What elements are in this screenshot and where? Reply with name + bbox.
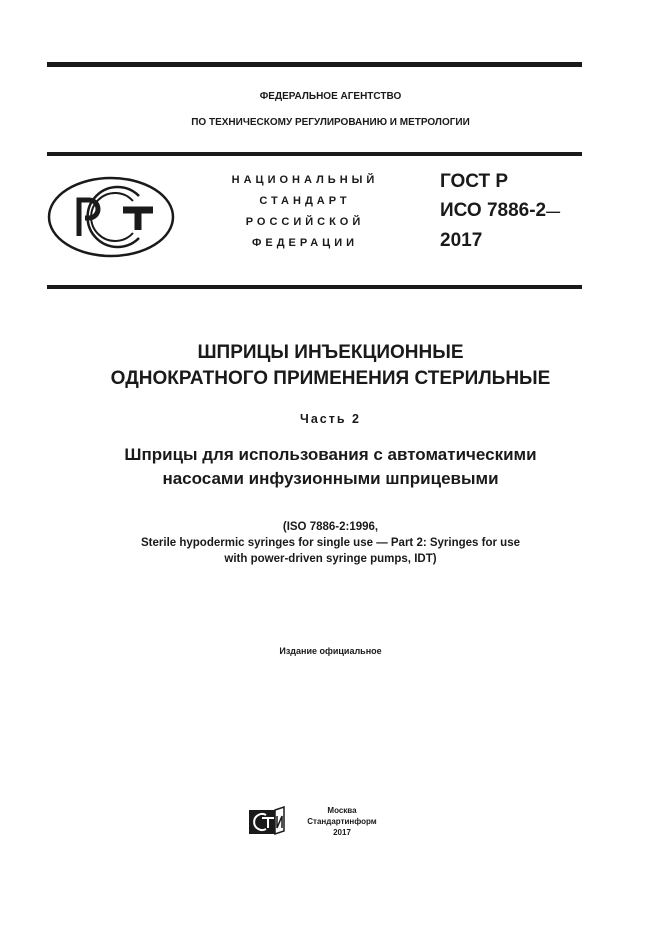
iso-line2: Sterile hypodermic syringes for single use — Part 2: Syringes for use <box>141 537 520 549</box>
edition-label: Издание официальное <box>279 646 382 656</box>
publisher-city: Москва <box>327 806 357 815</box>
standard-designation <box>440 167 560 255</box>
national-line: НАЦИОНАЛЬНЫЙ <box>231 174 379 186</box>
designation-line2: ИСО 7886-2 <box>440 200 547 221</box>
subtitle-line2: насосами инфузионными шприцевыми <box>162 469 499 488</box>
designation-dash: — <box>546 203 561 219</box>
document-title <box>0 340 661 392</box>
document-subtitle <box>0 443 661 491</box>
iso-reference <box>0 519 661 567</box>
publisher-year: 2017 <box>333 828 351 837</box>
publisher-info <box>292 805 392 838</box>
subtitle-line1: Шприцы для использования с автоматическими <box>124 445 537 464</box>
national-line: СТАНДАРТ <box>259 195 351 207</box>
header-rule <box>47 152 582 156</box>
publisher-name: Стандартинформ <box>307 817 377 826</box>
national-standard-label <box>200 170 410 254</box>
national-line: РОССИЙСКОЙ <box>245 216 365 228</box>
top-rule <box>47 62 582 67</box>
agency-line1: ФЕДЕРАЛЬНОЕ АГЕНТСТВО <box>259 91 402 102</box>
standartinform-logo-icon <box>248 806 286 836</box>
title-line1: ШПРИЦЫ ИНЪЕКЦИОННЫЕ <box>197 342 464 363</box>
part-label: Часть 2 <box>300 412 361 426</box>
national-line: ФЕДЕРАЦИИ <box>251 237 359 249</box>
gost-r-logo-icon <box>47 176 175 258</box>
designation-year: 2017 <box>440 230 483 251</box>
agency-line2: ПО ТЕХНИЧЕСКОМУ РЕГУЛИРОВАНИЮ И МЕТРОЛОГИИ <box>191 117 470 128</box>
title-line2: ОДНОКРАТНОГО ПРИМЕНЕНИЯ СТЕРИЛЬНЫЕ <box>110 368 551 389</box>
iso-line3: with power-driven syringe pumps, IDT) <box>224 553 437 565</box>
header-bottom-rule <box>47 285 582 289</box>
iso-line1: (ISO 7886-2:1996, <box>282 521 379 533</box>
designation-line1: ГОСТ Р <box>440 171 509 192</box>
